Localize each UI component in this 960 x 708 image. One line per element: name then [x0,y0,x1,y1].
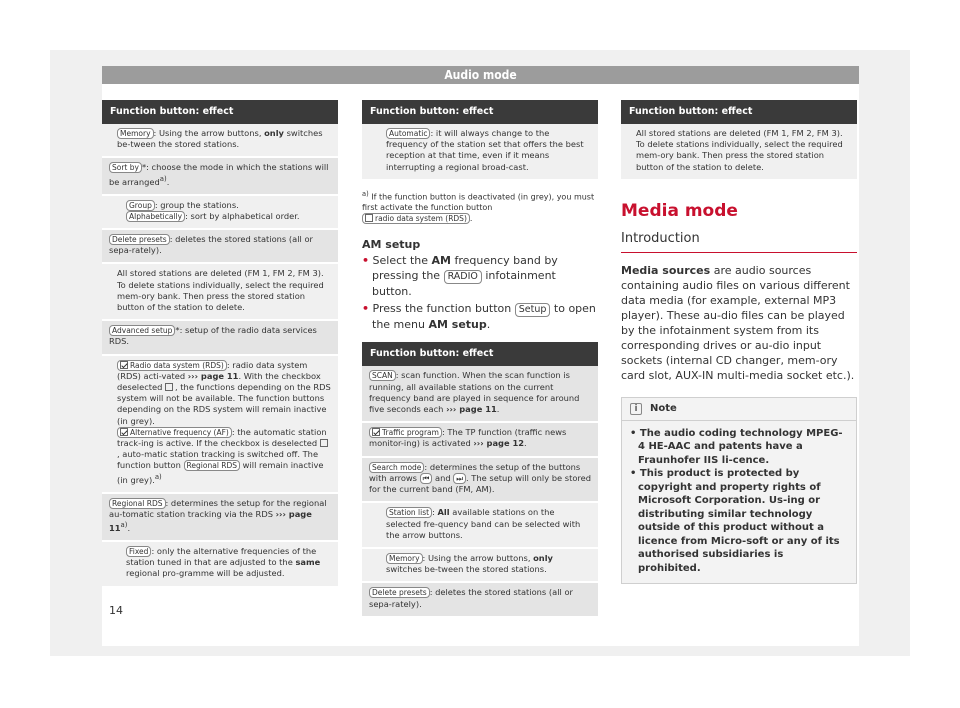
automatic-key: Automatic [386,128,430,139]
note-body [622,421,856,584]
search-mode-key: Search mode [369,462,424,473]
row-text: : determines the setup for the regional au-tomatic station tracking via the RDS [109,497,327,519]
footnote-ref: a) [120,521,128,530]
row-text: : sort by alphabetical order. [185,210,300,221]
introduction-heading: Introduction [621,231,857,253]
note-item [630,467,848,575]
bullet-text: Press the function button [372,302,515,316]
row-bold: only [264,128,284,138]
bullet-icon: • [362,302,370,316]
row-text: : scan function. When the scan function is running, all available stations on the current frequency band are played in sequence for around five seconds each [369,370,580,415]
row-text: and [432,472,454,483]
para-bold: Media sources [621,263,711,277]
table-row [362,124,598,181]
row-text: , auto-matic station tracking is switched off. The function button [117,449,319,471]
row-text: . The setup will only be stored for the current band (FM, AM). [369,472,592,495]
page-content [102,84,859,646]
delete-presets-key: Delete presets [109,234,170,245]
page-ref: ››› page 12 [473,438,525,449]
row-text: will remain inactive (in grey). [117,460,324,485]
info-icon: i [630,403,642,415]
para-text: are audio sources containing audio files on various different data media (for example, external MP3 player). These au-dio files can be played by the infotainment system from its corresponding drives or au-dio input sockets (internal CD changer, mem-ory card slot, AUX-IN multi-media socket etc.). [621,263,855,382]
media-mode-title: Media mode [621,200,738,221]
am-setup-title: AM setup [362,238,421,252]
row-text: : radio data system (RDS) acti-vated [117,359,308,381]
key-label: Traffic program [382,428,439,438]
row-text: switches be-tween the stored stations. [117,128,323,150]
row-bold: All [437,507,450,518]
row-text: available stations on the selected fre-quency band can be selected with the arrow buttons. [386,507,581,540]
footnote-ref: a) [159,174,167,183]
row-text: . With the checkbox deselected [117,370,321,393]
checkbox-checked-icon [372,428,380,436]
memory-key: Memory [117,128,154,139]
section-header: Audio mode [102,66,859,84]
sort-by-key: Sort by [109,162,142,173]
key-label: Alternative frequency (AF) [130,427,229,437]
table-row [102,356,338,494]
table-row [102,124,338,158]
page-ref: ››› page 11 [446,404,497,415]
column-1 [102,100,338,588]
table-header: Function button: effect [362,342,598,366]
memory-key: Memory [386,553,423,564]
table-header: Function button: effect [102,100,338,124]
checkbox-empty-icon [165,383,173,391]
radio-key: RADIO [444,270,482,284]
row-text: regional pro-gramme will be adjusted. [126,568,285,579]
table-row [362,458,598,504]
row-bold: only [533,552,553,563]
bullet-icon: • [362,254,370,268]
row-text: : only the alternative frequencies of the station tuned in that are adjusted to the [126,545,317,568]
checkbox-checked-icon [120,428,128,436]
table-row [362,503,598,549]
bullet-icon: • [630,427,637,439]
row-text: . [524,438,527,449]
table-row [102,542,338,588]
note-title: Note [650,403,677,415]
row-text: *: choose the mode in which the stations will be arranged [109,162,329,187]
checkbox-empty-icon [320,439,328,447]
page-frame [50,50,910,656]
alphabetically-key: Alphabetically [126,211,185,222]
table-row [102,158,338,195]
footnote-ref: a) [154,472,162,481]
scan-key: SCAN [369,370,396,381]
key-label: radio data system (RDS) [375,214,467,224]
bullet-item [362,253,598,299]
bullet-text: frequency band by pressing the [372,254,558,283]
note-item [630,427,848,468]
table-header: Function button: effect [362,100,598,124]
rds-key [362,213,470,224]
row-text: : deletes the stored stations (all or sepa-rately). [369,587,573,609]
footnote [362,189,598,225]
row-text: . [496,404,500,415]
checkbox-empty-icon [365,214,373,222]
checkbox-checked-icon [120,361,128,369]
bullet-text: Select the [372,254,432,268]
footnote-marker: a) [362,189,369,198]
table-row [362,366,598,423]
table-row [102,264,338,321]
page-ref: ››› page 11 [109,508,312,533]
row-text: : The TP function (traffic news monitor-ing) is activated [369,427,567,449]
footnote-text: If the function button is deactivated (in grey), you must first activate the function button [362,192,595,213]
table-row [102,230,338,264]
bullet-bold: AM [431,254,451,268]
footnote-text: . [469,214,473,224]
note-text: The audio coding technology MPEG-4 HE-AAC and patents have a Fraunhofer IIS li-cence. [638,427,843,466]
rds-key [117,360,227,371]
table-row [102,196,338,230]
row-text: : Using the arrow buttons, [422,552,534,563]
row-text: All stored stations are deleted (FM 1, FM 2, FM 3). To delete stations individually, select the required mem-ory bank. Then press the stored station button of the station to delete. [117,268,324,312]
af-key [117,427,232,438]
table-row [362,423,598,457]
row-text: : determines the setup of the buttons with arrows [369,461,581,483]
station-list-key: Station list [386,507,432,518]
note-text: This product is protected by copyright and property rights of Microsoft Corporation. Us-ing or distributing similar technology outside of this product without a licence from Micro-soft or any of its authorised subsidiaries is prohibited. [638,468,840,574]
group-key: Group [126,200,155,211]
row-text: : the automatic station track-ing is active. If the checkbox is deselected [117,426,327,449]
row-text: *: setup of the radio data services RDS. [109,325,317,347]
table-header: Function button: effect [621,100,857,124]
page-ref: ››› page 11 [187,370,239,381]
fixed-key: Fixed [126,546,151,557]
traffic-program-key [369,427,442,438]
advanced-setup-key: Advanced setup [109,325,175,336]
table-row [102,321,338,355]
row-text: : [432,507,438,518]
row-text: : it will always change to the frequency of the station set that offers the best reception at that time, even if it means interrupting a regional broad-cast. [386,128,584,172]
bullet-bold: AM setup [428,318,487,332]
note-box [621,397,857,585]
skip-forward-icon: ⏭ [453,473,466,484]
table-row [621,124,857,181]
regional-rds-key: Regional RDS [109,498,166,509]
key-label: Radio data system (RDS) [130,360,224,370]
table-row [362,549,598,583]
bullet-icon: • [630,468,637,480]
bullet-text: infotainment button. [372,269,556,299]
row-text: All stored stations are deleted (FM 1, FM 2, FM 3). To delete stations individually, select the required mem-ory bank. Then press the stored station button of the station to delete. [636,128,843,172]
bullet-text: . [486,318,491,332]
bullet-text: to open the menu [372,302,596,332]
row-text: : Using the arrow buttons, [153,128,265,138]
row-text: , the functions depending on the RDS system will not be available. The function buttons depending on the RDS system will remain inactive (in grey). [117,382,331,426]
row-text: : deletes the stored stations (all or sepa-rately). [109,233,313,256]
column-3 [621,100,857,584]
page-number: 14 [109,604,123,617]
row-text: . [166,176,170,187]
row-text: : group the stations. [154,199,239,210]
delete-presets-key: Delete presets [369,587,430,598]
row-bold: same [295,557,321,568]
row-text: . [127,522,131,533]
table-row [362,583,598,617]
setup-key: Setup [515,303,551,317]
row-text: switches be-tween the stored stations. [386,564,547,575]
column-2 [362,100,598,618]
table-row [102,494,338,542]
regional-rds-key: Regional RDS [184,460,241,471]
note-header [622,398,856,421]
skip-back-icon: ⏮ [420,473,433,484]
media-sources-paragraph [621,263,857,383]
bullet-item [362,301,598,332]
